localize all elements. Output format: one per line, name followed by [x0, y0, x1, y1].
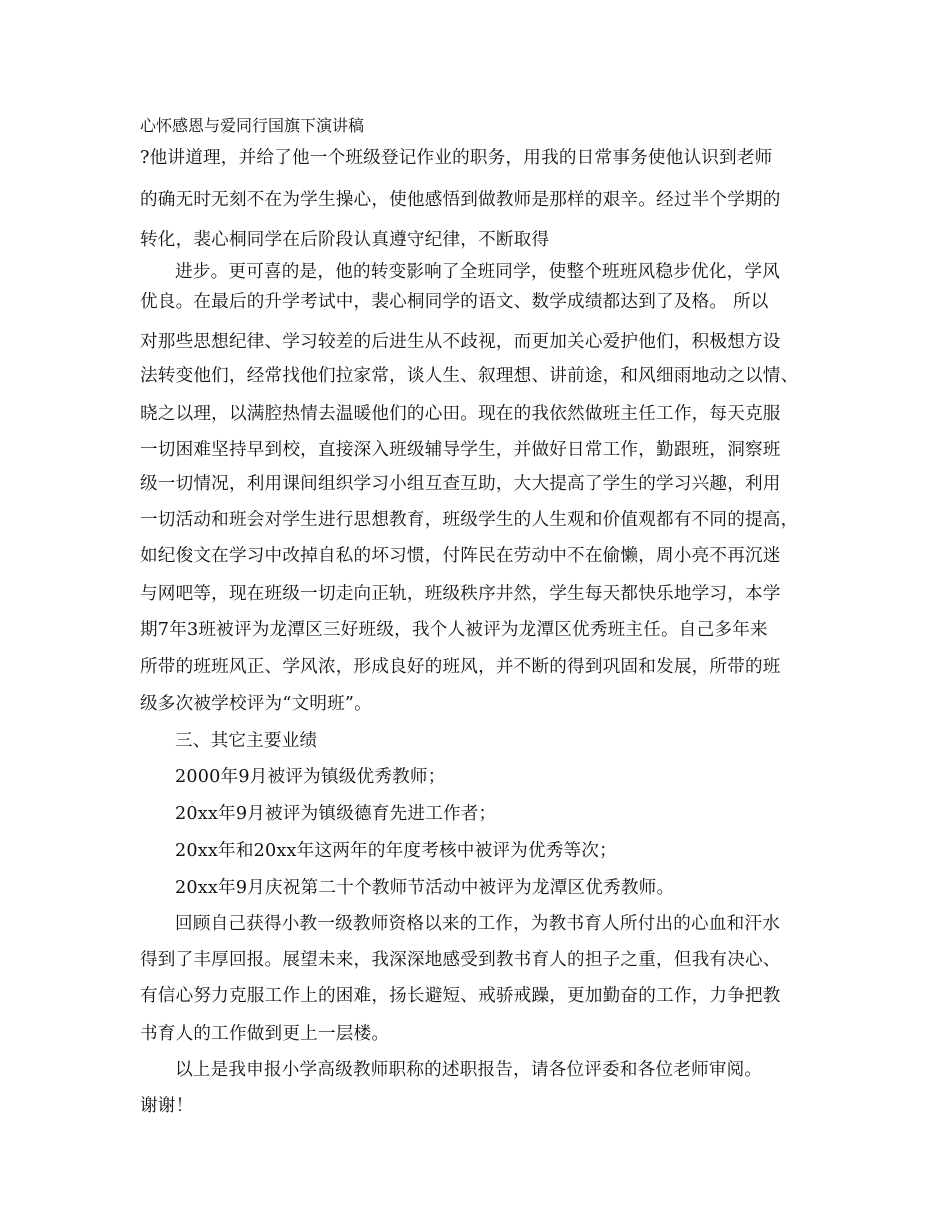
body-line: 进步。更可喜的是，他的转变影响了全班同学，使整个班班风稳步优化，学风 — [175, 262, 780, 282]
body-line: 期7年3班被评为龙潭区三好班级，我个人被评为龙潭区优秀班主任。自己多年来 — [140, 620, 768, 640]
body-line: 的确无时无刻不在为学生操心，使他感悟到做教师是那样的艰辛。经过半个学期的 — [140, 190, 781, 210]
body-line: 晓之以理，以满腔热情去温暖他们的心田。现在的我依然做班主任工作，每天克服 — [140, 404, 781, 424]
document-title: 心怀感恩与爱同行国旗下演讲稿 — [140, 116, 365, 135]
achievement-item: 20xx年和20xx年这两年的年度考核中被评为优秀等次； — [175, 841, 617, 861]
body-line: 优良。在最后的升学考试中，裴心桐同学的语文、数学成绩都达到了及格。 所以 — [140, 292, 769, 312]
body-line: 如纪俊文在学习中改掉自私的坏习惯，付阵民在劳动中不在偷懒，周小亮不再沉迷 — [140, 546, 781, 566]
achievement-item: 2000年9月被评为镇级优秀教师； — [175, 767, 446, 787]
body-line: 级一切情况，利用课间组织学习小组互查互助，大大提高了学生的学习兴趣，利用 — [140, 474, 781, 494]
body-line: 得到了丰厚回报。展望未来，我深深地感受到教书育人的担子之重，但我有决心、 — [140, 950, 781, 970]
body-line: 以上是我申报小学高级教师职称的述职报告，请各位评委和各位老师审阅。 — [175, 1060, 763, 1080]
closing-line: 谢谢！ — [140, 1096, 194, 1116]
achievement-item: 20xx年9月被评为镇级德育先进工作者； — [175, 804, 497, 824]
body-line: 有信心努力克服工作上的困难，扬长避短、戒骄戒躁，更加勤奋的工作，力争把教 — [140, 986, 781, 1006]
body-line: ?他讲道理，并给了他一个班级登记作业的职务，用我的日常事务使他认识到老师 — [140, 148, 773, 168]
section-heading: 三、其它主要业绩 — [175, 731, 318, 751]
body-line: 转化，裴心桐同学在后阶段认真遵守纪律，不断取得 — [140, 230, 550, 250]
body-line: 所带的班班风正、学风浓，形成良好的班风，并不断的得到巩固和发展，所带的班 — [140, 657, 781, 677]
body-line: 对那些思想纪律、学习较差的后进生从不歧视，而更加关心爱护他们，积极想方设 — [140, 332, 781, 352]
body-line: 一切困难坚持早到校，直接深入班级辅导学生，并做好日常工作，勤跟班，洞察班 — [140, 440, 781, 460]
body-line: 与网吧等，现在班级一切走向正轨，班级秩序井然，学生每天都快乐地学习，本学 — [140, 584, 781, 604]
body-line: 一切活动和班会对学生进行思想教育，班级学生的人生观和价值观都有不同的提高， — [140, 510, 799, 530]
body-line: 书育人的工作做到更上一层楼。 — [140, 1024, 390, 1044]
body-line: 回顾自己获得小教一级教师资格以来的工作，为教书育人所付出的心血和汗水 — [175, 914, 780, 934]
body-line: 级多次被学校评为“文明班”。 — [140, 694, 372, 714]
body-line: 法转变他们，经常找他们拉家常，谈人生、叙理想、讲前途，和风细雨地动之以情、 — [140, 366, 799, 386]
achievement-item: 20xx年9月庆祝第二十个教师节活动中被评为龙潭区优秀教师。 — [175, 878, 675, 898]
